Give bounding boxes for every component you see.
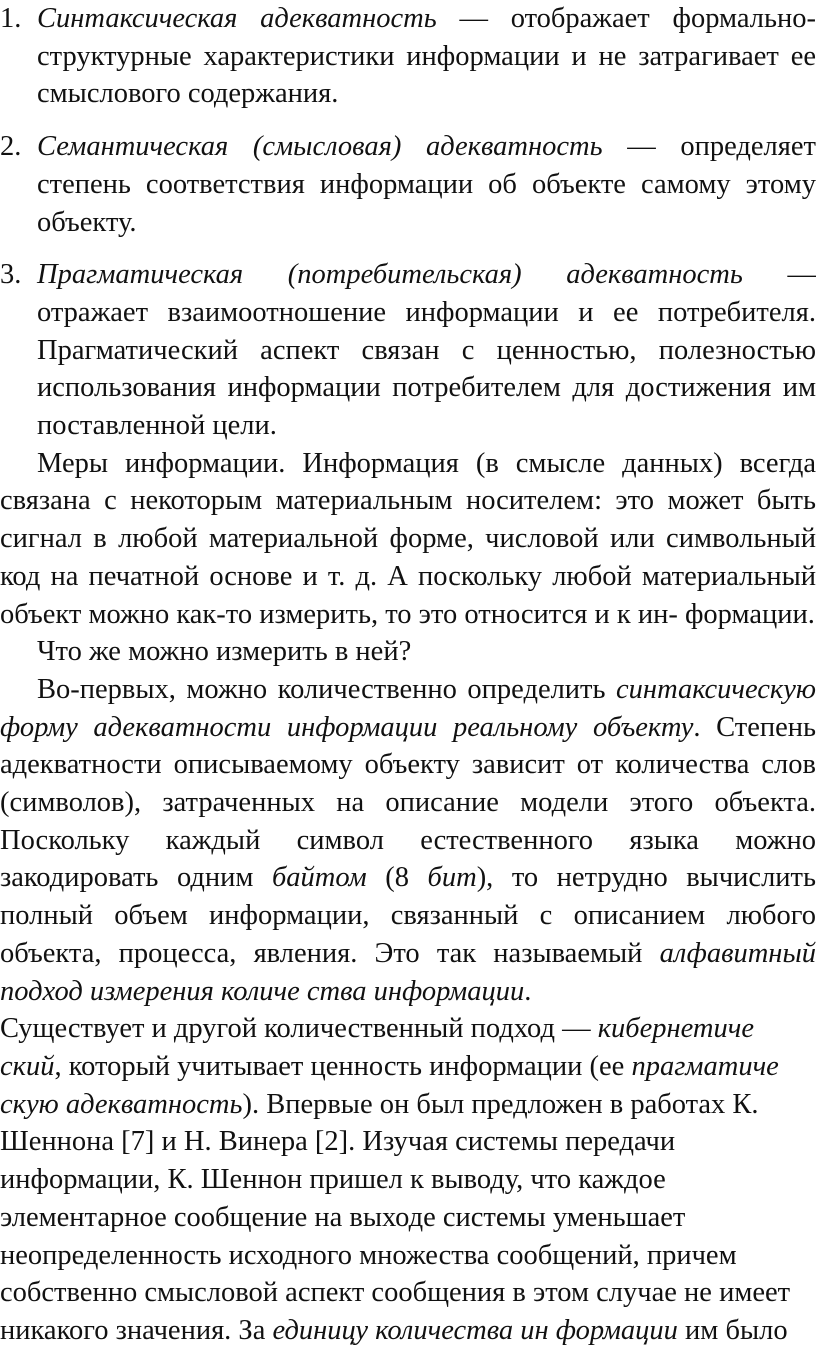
text-run: . Степень адекватности описываемому объекту зависит от количества слов (символов), затраченных на описание модели этого объекта. Поскольку каждый символ естественного языка можно закодировать одним xyxy=(0,711,816,894)
list-number: 2. xyxy=(0,131,22,163)
text-run: Во-первых, можно количественно определить xyxy=(37,673,617,705)
term-pragmatic: Прагматическая (потребительская) адекватность xyxy=(37,259,743,291)
emphasis-run: алфавитный подход измерения количе ства информации xyxy=(0,937,816,1007)
list-item xyxy=(0,128,816,241)
list-item xyxy=(0,256,816,445)
paragraph-question: Что же можно измерить в ней? xyxy=(37,636,412,668)
paragraph-syntactic-measure xyxy=(0,671,816,1010)
list-item xyxy=(0,0,816,113)
paragraph-cybernetic xyxy=(0,1010,816,1349)
term-syntactic: Синтаксическая адекватность xyxy=(37,3,437,34)
emphasis-run: байтом xyxy=(271,862,367,894)
term-semantic: Семантическая (смысловая) адекватность xyxy=(37,131,603,163)
text-run: ). Впервые он был предложен в работах К. Шеннона [7] и Н. Винера [2]. Изучая системы передачи информации, К. Шеннон пришел к выводу, что каждое элементарное сообщение на выходе системы уменьшает неопределенность исходного множества сообщений, причем собственно смысловой аспект сообщения в этом случае не имеет никакого значения. За xyxy=(0,1088,791,1346)
text-run: (8 xyxy=(366,862,428,894)
text-run: , который учитывает ценность информации (ее xyxy=(54,1050,632,1082)
emphasis-run: прагматиче скую адекватность xyxy=(0,1050,779,1120)
text-run: Существует и другой количественный подход — xyxy=(0,1013,598,1045)
paragraph-measures: Меры информации. Информация (в смысле данных) всегда связана с некоторым материальным носителем: это может быть сигнал в любой материальной форме, числовой или символьный код на печатной основе и т. д. А поскольку любой материальный объект можно как-то измерить, то это относится и к ин- формации. xyxy=(0,447,816,630)
list-number: 3. xyxy=(0,259,22,291)
list-item-text: — отображает формально-структурные характеристики информации и не затрагивает ее смыслового содержания. xyxy=(37,3,816,110)
list-item-text: — отражает взаимоотношение информации и ее потребителя. Прагматический аспект связан с ценностью, полезностью использования информации потребителем для достижения им поставленной цели. xyxy=(37,259,816,442)
emphasis-run: синтаксическую форму адекватности информации реальному объекту xyxy=(0,673,816,743)
text-run: им было xyxy=(677,1314,788,1346)
text-run: . xyxy=(524,975,532,1007)
list-item-text: — определяет степень соответствия информации об объекте самому этому объекту. xyxy=(37,131,816,238)
emphasis-run: единицу количества ин формации xyxy=(272,1314,678,1346)
emphasis-run: бит xyxy=(427,862,477,894)
text-run: ), то нетрудно вычислить полный объем информации, связанный с описанием любого объекта, процесса, явления. Это так называемый xyxy=(0,862,816,969)
list-number: 1. xyxy=(0,3,22,34)
emphasis-run: кибернетиче ский xyxy=(0,1013,755,1082)
